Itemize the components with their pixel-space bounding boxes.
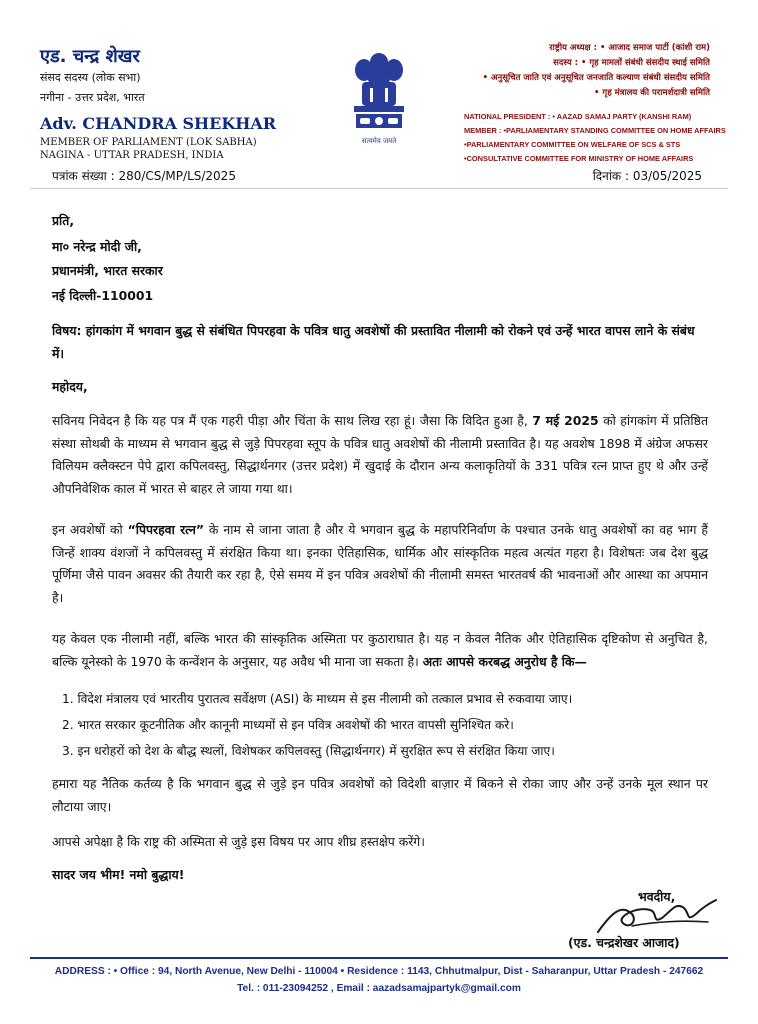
footer-address: ADDRESS : • Office : 94, North Avenue, New Delhi - 110004 • Residence : 1143, Chhutmalpur, Dist - Saharanpur, Uttar Pradesh - 247662 <box>54 966 704 977</box>
recipient-name: मा० नरेन्द्र मोदी जी, <box>52 239 142 254</box>
right-hindi-line: राष्ट्रीय अध्यक्ष : • आजाद समाज पार्टी (कांशी राम) <box>549 43 710 53</box>
right-hindi-line: • गृह मंत्रालय की परामर्शदात्री समिति <box>594 88 710 98</box>
footer-contact: Tel. : 011-23094252 , Email : aazadsamajpartyk@gmail.com <box>237 983 521 994</box>
right-english-line: •PARLIAMENTARY COMMITTEE ON WELFARE OF SCS & STS <box>464 140 681 149</box>
yours-faithfully: भवदीय, <box>638 889 676 904</box>
paragraph-text: यह केवल एक नीलामी नहीं, बल्कि भारत की सांस्कृतिक अस्मिता पर कुठाराघात है। यह न केवल नैतिक और ऐतिहासिक दृष्टिकोण से अनुचित है, बल्कि यूनेस्को के 1970 के कन्वेंशन के अनुसार, यह अवैध भी माना जा सकता है। <box>52 631 708 669</box>
right-english-line: NATIONAL PRESIDENT : • AAZAD SAMAJ PARTY (KANSHI RAM) <box>464 112 692 121</box>
english-designation: MEMBER OF PARLIAMENT (LOK SABHA) <box>40 137 257 148</box>
closing-line: सादर जय भीम! नमो बुद्धाय! <box>52 867 185 882</box>
right-english-line: MEMBER : •PARLIAMENTARY STANDING COMMITTEE ON HOME AFFAIRS <box>464 126 726 135</box>
paragraph-2 <box>52 519 708 609</box>
right-english-line: •CONSULTATIVE COMMITTEE FOR MINISTRY OF HOME AFFAIRS <box>464 154 694 163</box>
national-emblem-icon <box>344 48 414 148</box>
paragraph-5: आपसे अपेक्षा है कि राष्ट्र की अस्मिता से जुड़े इस विषय पर आप शीघ्र हस्तक्षेप करेंगे। <box>52 834 425 849</box>
letter-date: दिनांक : 03/05/2025 <box>592 169 702 183</box>
recipient-designation: प्रधानमंत्री, भारत सरकार <box>52 263 163 278</box>
recipient-city: नई दिल्ली-110001 <box>52 288 154 303</box>
paragraph-text: के नाम से जाना जाता है और ये भगवान बुद्ध के महापरिनिर्वाण के पश्चात उनके धातु अवशेषों का वह भाग हैं जिन्हें शाक्य वंशजों ने कपिलवस्तु में संरक्षित किया था। इनका ऐतिहासिक, धार्मिक और सांस्कृतिक महत्व अत्यंत गहरा है। विशेषतः जब देश बुद्ध पूर्णिमा जैसे पावन अवसर की तैयारी कर रहा है, ऐसे समय में इन पवित्र अवशेषों की नीलामी समस्त भारतवर्ष की भावनाओं और आस्था का अपमान है। <box>52 522 709 605</box>
paragraph-text: सविनय निवेदन है कि यह पत्र मैं एक गहरी पीड़ा और चिंता के साथ लिख रहा हूं। जैसा कि विदित हुआ है, <box>52 413 533 428</box>
auction-date: 7 मई 2025 <box>532 413 599 428</box>
right-hindi-line: सदस्य : • गृह मामलों संबंधी संसदीय स्थाई समिति <box>553 58 710 68</box>
english-name: Adv. CHANDRA SHEKHAR <box>40 114 277 133</box>
paragraph-3 <box>52 628 708 673</box>
request-item: 2. भारत सरकार कूटनीतिक और कानूनी माध्यमों से इन पवित्र अवशेषों की भारत वापसी सुनिश्चित करे। <box>62 718 514 732</box>
emblem-motto: सत्यमेव जयते <box>361 137 397 145</box>
signatory-name: (एड. चन्द्रशेखर आजाद) <box>568 935 680 950</box>
hindi-name: एड. चन्द्र शेखर <box>40 46 140 67</box>
paragraph-1 <box>52 410 708 500</box>
request-item: 3. इन धरोहरों को देश के बौद्ध स्थलों, विशेषकर कपिलवस्तु (सिद्धार्थनगर) में सुरक्षित रूप से संरक्षित किया जाए। <box>62 744 555 758</box>
paragraph-4: हमारा यह नैतिक कर्तव्य है कि भगवान बुद्ध से जुड़े इन पवित्र अवशेषों को विदेशी बाज़ार में बिकने से रोका जाए और उन्हें उनके मूल स्थान पर लौटाया जाए। <box>52 776 708 814</box>
paragraph-text: इन अवशेषों को <box>52 522 128 537</box>
letter-subject: विषय: हांगकांग में भगवान बुद्ध से संबंधित पिपरहवा के पवित्र धातु अवशेषों की प्रस्तावित नीलामी को रोकने एवं उन्हें भारत वापस लाने के संबंध में। <box>52 323 695 361</box>
request-item: 1. विदेश मंत्रालय एवं भारतीय पुरातत्व सर्वेक्षण (ASI) के माध्यम से इस नीलामी को तत्काल प्रभाव से रुकवाया जाए। <box>62 692 573 706</box>
hindi-designation: संसद सदस्य (लोक सभा) <box>40 71 141 84</box>
hindi-constituency: नगीना - उत्तर प्रदेश, भारत <box>40 91 145 104</box>
paragraph-text: को हांगकांग में प्रतिष्ठित संस्था सोथबी के माध्यम से भगवान बुद्ध से जुड़े पिपरहवा स्तूप के पवित्र धातु अवशेषों की नीलामी प्रस्तावित है। यह अवशेष 1898 में अंग्रेज अफसर विलियम क्लैक्स्टन पेपे द्वारा कपिलवस्तु, सिद्धार्थनगर (उत्तर प्रदेश) में खुदाई के दौरान अन्य कलाकृतियों के 331 पवित्र रत्न प्राप्त हुए थे और उन्हें औपनिवेशिक काल में भारत से बाहर ले जाया गया था। <box>52 413 709 496</box>
request-intro: अतः आपसे करबद्ध अनुरोध है कि— <box>422 653 587 669</box>
recipient-prefix: प्रति, <box>52 213 75 228</box>
relic-name: “पिपरहवा रत्न” <box>127 522 204 537</box>
right-hindi-line: • अनुसूचित जाति एवं अनुसूचित जनजाति कल्याण संबंधी संसदीय समिति <box>482 73 710 83</box>
salutation: महोदय, <box>52 379 88 394</box>
footer-divider <box>30 957 728 959</box>
reference-number: पत्रांक संख्या : 280/CS/MP/LS/2025 <box>52 169 236 183</box>
header-divider <box>30 188 728 189</box>
english-constituency: NAGINA - UTTAR PRADESH, INDIA <box>40 150 224 161</box>
